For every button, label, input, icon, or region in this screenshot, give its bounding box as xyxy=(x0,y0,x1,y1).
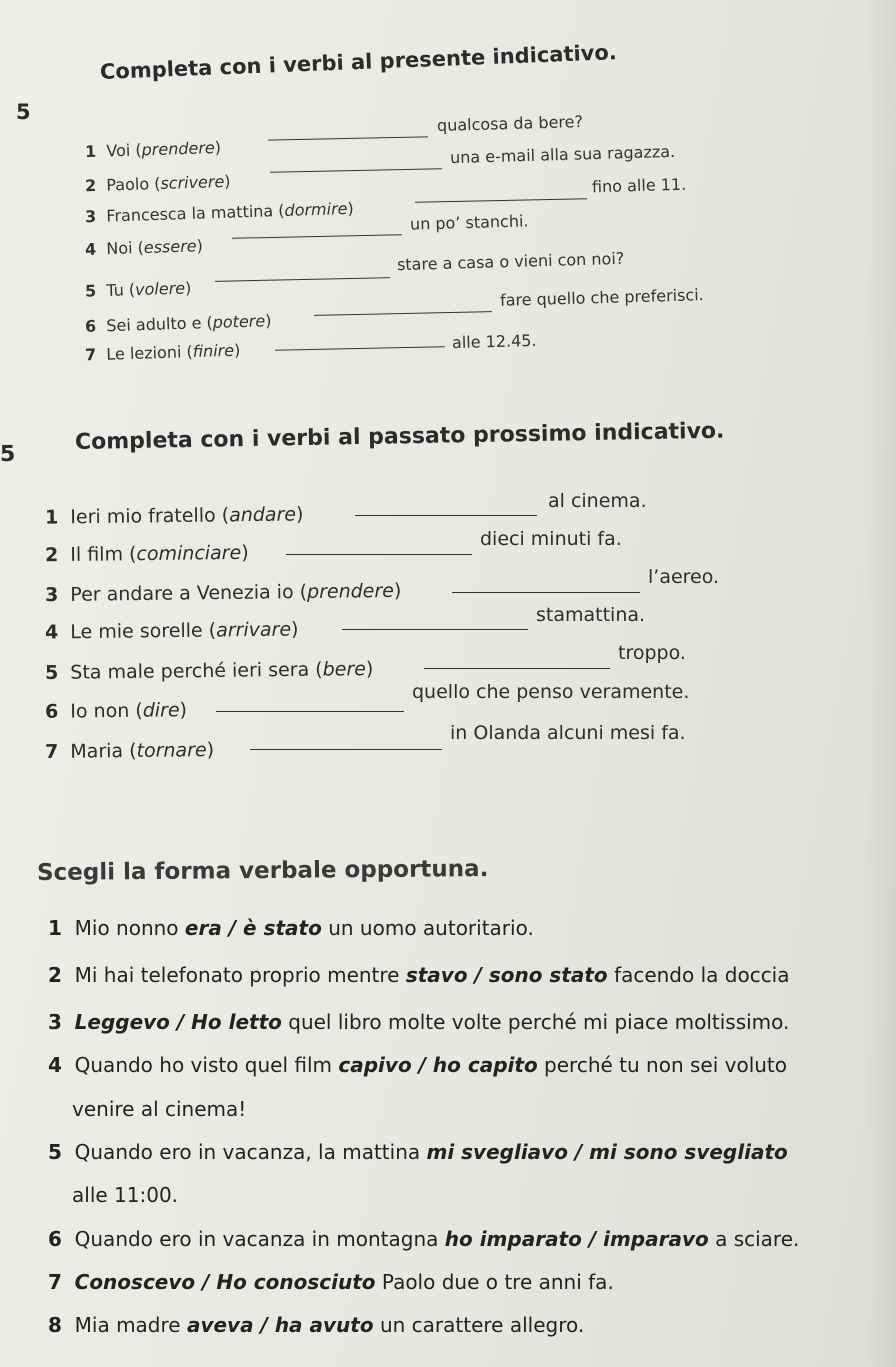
exercise-item: 6 Sei adulto e (potere) xyxy=(84,311,272,336)
item-continuation: l’aereo. xyxy=(648,566,720,588)
item-continuation: fino alle 11. xyxy=(591,174,687,197)
verb-option[interactable]: era / è stato xyxy=(184,916,322,940)
exercise-item: 7 Le lezioni (finire) xyxy=(84,340,241,365)
verb-option[interactable]: mi svegliavo / mi sono svegliato xyxy=(426,1140,788,1164)
item-continuation: stamattina. xyxy=(536,604,646,626)
exercise-item: 7 Maria (tornare) xyxy=(44,738,215,764)
answer-blank[interactable] xyxy=(216,711,404,712)
exercise-title: Completa con i verbi al presente indicativo. xyxy=(99,40,618,84)
choice-item: 5 Quando ero in vacanza, la mattina mi svegliavo / mi sono svegliato xyxy=(48,1140,788,1164)
choice-item-continuation: alle 11:00. xyxy=(72,1183,179,1207)
exercise-item: 6 Io non (dire) xyxy=(44,699,188,723)
answer-blank[interactable] xyxy=(275,346,445,351)
item-continuation: quello che penso veramente. xyxy=(412,681,690,703)
exercise-number: 5 xyxy=(0,441,16,468)
page-edge-shadow xyxy=(866,0,896,1367)
exercise-item: 2 Il film (cominciare) xyxy=(44,541,249,567)
answer-blank[interactable] xyxy=(250,749,442,750)
item-continuation: in Olanda alcuni mesi fa. xyxy=(450,722,686,744)
exercise-item: 5 Sta male perché ieri sera (bere) xyxy=(44,657,374,685)
answer-blank[interactable] xyxy=(355,515,537,516)
item-continuation: al cinema. xyxy=(548,490,647,512)
verb-option[interactable]: ho imparato / imparavo xyxy=(444,1227,709,1251)
verb-option[interactable]: aveva / ha avuto xyxy=(186,1313,374,1337)
answer-blank[interactable] xyxy=(342,629,528,630)
exercise-item: 3 Francesca la mattina (dormire) xyxy=(84,198,354,227)
choice-item: 4 Quando ho visto quel film capivo / ho capito perché tu non sei voluto xyxy=(48,1053,788,1077)
verb-option[interactable]: capivo / ho capito xyxy=(338,1053,538,1077)
choice-item: 1 Mio nonno era / è stato un uomo autoritario. xyxy=(48,916,534,940)
choice-item: 6 Quando ero in vacanza in montagna ho imparato / imparavo a sciare. xyxy=(48,1227,800,1251)
choice-item: 3 Leggevo / Ho letto quel libro molte volte perché mi piace moltissimo. xyxy=(48,1010,790,1034)
exercise-item: 5 Tu (volere) xyxy=(84,278,192,301)
exercise-item: 2 Paolo (scrivere) xyxy=(84,171,231,196)
item-continuation: troppo. xyxy=(618,642,686,664)
exercise-number: 5 xyxy=(16,100,31,124)
item-continuation: alle 12.45. xyxy=(451,330,537,353)
choice-item: 8 Mia madre aveva / ha avuto un carattere allegro. xyxy=(48,1313,585,1337)
item-continuation: stare a casa o vieni con noi? xyxy=(396,248,625,275)
exercise-title: Scegli la forma verbale opportuna. xyxy=(36,856,489,886)
answer-blank[interactable] xyxy=(215,277,390,282)
exercise-item: 4 Le mie sorelle (arrivare) xyxy=(44,618,299,644)
choice-item: 7 Conoscevo / Ho conosciuto Paolo due o tre anni fa. xyxy=(48,1270,614,1294)
verb-option[interactable]: stavo / sono stato xyxy=(405,963,608,987)
choice-item-continuation: venire al cinema! xyxy=(72,1097,247,1121)
item-continuation: qualcosa da bere? xyxy=(436,111,584,136)
answer-blank[interactable] xyxy=(314,311,492,316)
exercise-title: Completa con i verbi al passato prossimo indicativo. xyxy=(74,418,725,455)
answer-blank[interactable] xyxy=(270,168,442,173)
answer-blank[interactable] xyxy=(415,198,587,203)
answer-blank[interactable] xyxy=(268,136,428,140)
answer-blank[interactable] xyxy=(452,592,640,593)
exercise-item: 3 Per andare a Venezia io (prendere) xyxy=(44,579,402,607)
answer-blank[interactable] xyxy=(232,234,402,239)
answer-blank[interactable] xyxy=(424,668,610,669)
answer-blank[interactable] xyxy=(286,554,472,555)
item-continuation: fare quello che preferisci. xyxy=(499,285,704,310)
verb-option[interactable]: Conoscevo / Ho conosciuto xyxy=(74,1270,376,1294)
choice-item: 2 Mi hai telefonato proprio mentre stavo / sono stato facendo la doccia xyxy=(48,963,790,987)
verb-option[interactable]: Leggevo / Ho letto xyxy=(74,1010,282,1034)
item-continuation: una e-mail alla sua ragazza. xyxy=(449,141,676,168)
exercise-item: 1 Voi (prendere) xyxy=(84,137,222,162)
item-continuation: un po’ stanchi. xyxy=(409,211,529,234)
exercise-item: 1 Ieri mio fratello (andare) xyxy=(44,503,304,529)
exercise-item: 4 Noi (essere) xyxy=(84,236,204,259)
item-continuation: dieci minuti fa. xyxy=(480,528,622,550)
